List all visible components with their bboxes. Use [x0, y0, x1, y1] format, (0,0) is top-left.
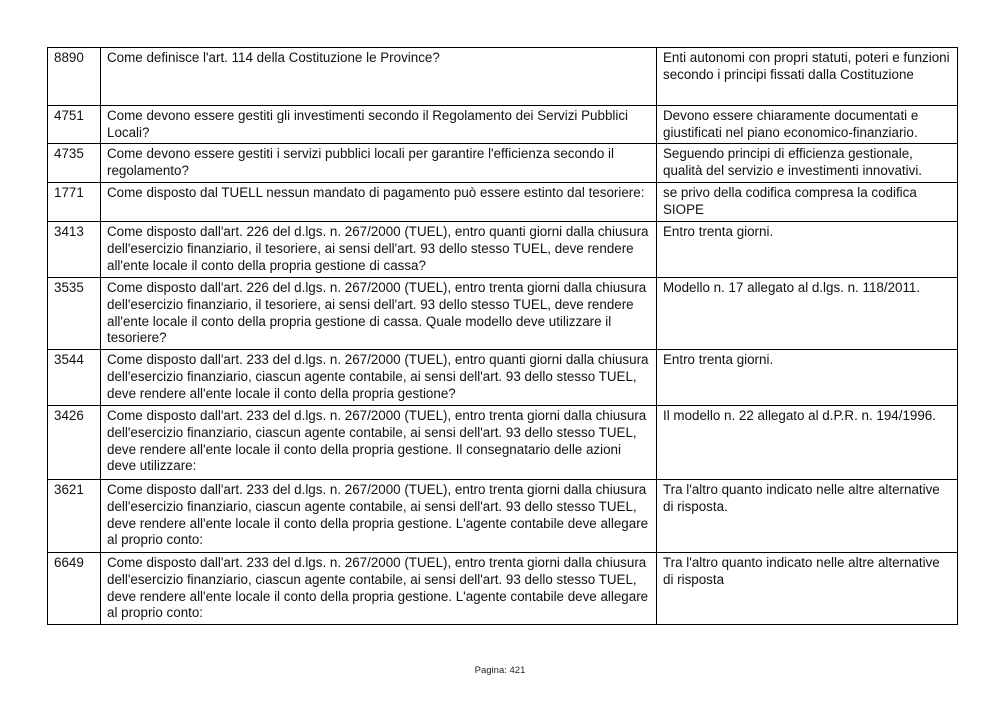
- question-text: Come definisce l'art. 114 della Costituzione le Province?: [101, 48, 657, 106]
- answer-text: Tra l'altro quanto indicato nelle altre alternative di risposta.: [657, 480, 958, 553]
- table-row: [48, 480, 958, 553]
- page-number: Pagina: 421: [474, 665, 526, 676]
- question-id: 8890: [48, 48, 101, 106]
- answer-text: Entro trenta giorni.: [657, 350, 958, 406]
- table-row: [48, 183, 958, 222]
- question-text: Come disposto dall'art. 233 del d.lgs. n. 267/2000 (TUEL), entro trenta giorni dalla chiusura dell'esercizio finanziario, ciascun agente contabile, ai sensi dell'art. 93 dello stesso TUEL, deve rendere all'ente locale il conto della propria gestione. Il consegnatario delle azioni deve utilizzare:: [101, 406, 657, 480]
- question-id: 3426: [48, 406, 101, 480]
- table-row: [48, 553, 958, 625]
- answer-text: Il modello n. 22 allegato al d.P.R. n. 194/1996.: [657, 406, 958, 480]
- question-table: [47, 47, 958, 625]
- question-text: Come devono essere gestiti i servizi pubblici locali per garantire l'efficienza secondo il regolamento?: [101, 144, 657, 183]
- table-row: [48, 48, 958, 106]
- table-row: [48, 144, 958, 183]
- question-text: Come disposto dall'art. 233 del d.lgs. n. 267/2000 (TUEL), entro trenta giorni dalla chiusura dell'esercizio finanziario, ciascun agente contabile, ai sensi dell'art. 93 dello stesso TUEL, deve rendere all'ente locale il conto della propria gestione. L'agente contabile deve allegare al proprio conto:: [101, 553, 657, 625]
- answer-text: Entro trenta giorni.: [657, 222, 958, 278]
- answer-text: Devono essere chiaramente documentati e giustificati nel piano economico-finanziario.: [657, 106, 958, 144]
- question-id: 3535: [48, 278, 101, 350]
- answer-text: Enti autonomi con propri statuti, poteri e funzioni secondo i principi fissati dalla Costituzione: [657, 48, 958, 106]
- question-text: Come devono essere gestiti gli investimenti secondo il Regolamento dei Servizi Pubblici Locali?: [101, 106, 657, 144]
- question-id: 6649: [48, 553, 101, 625]
- question-id: 3621: [48, 480, 101, 553]
- table-row: [48, 350, 958, 406]
- question-id: 3544: [48, 350, 101, 406]
- table-row: [48, 406, 958, 480]
- answer-text: Modello n. 17 allegato al d.lgs. n. 118/2011.: [657, 278, 958, 350]
- question-text: Come disposto dall'art. 233 del d.lgs. n. 267/2000 (TUEL), entro quanti giorni dalla chiusura dell'esercizio finanziario, ciascun agente contabile, ai sensi dell'art. 93 dello stesso TUEL, deve rendere all'ente locale il conto della propria gestione?: [101, 350, 657, 406]
- answer-text: Tra l'altro quanto indicato nelle altre alternative di risposta: [657, 553, 958, 625]
- question-id: 3413: [48, 222, 101, 278]
- answer-text: se privo della codifica compresa la codifica SIOPE: [657, 183, 958, 222]
- question-text: Come disposto dall'art. 226 del d.lgs. n. 267/2000 (TUEL), entro trenta giorni dalla chiusura dell'esercizio finanziario, il tesoriere, ai sensi dell'art. 93 dello stesso TUEL, deve rendere all'ente locale il conto della propria gestione di cassa. Quale modello deve utilizzare il tesoriere?: [101, 278, 657, 350]
- question-text: Come disposto dall'art. 226 del d.lgs. n. 267/2000 (TUEL), entro quanti giorni dalla chiusura dell'esercizio finanziario, il tesoriere, ai sensi dell'art. 93 dello stesso TUEL, deve rendere all'ente locale il conto della propria gestione di cassa?: [101, 222, 657, 278]
- question-id: 1771: [48, 183, 101, 222]
- answer-text: Seguendo principi di efficienza gestionale, qualità del servizio e investimenti innovativi.: [657, 144, 958, 183]
- question-text: Come disposto dal TUELL nessun mandato di pagamento può essere estinto dal tesoriere:: [101, 183, 657, 222]
- question-id: 4735: [48, 144, 101, 183]
- table-row: [48, 106, 958, 144]
- question-id: 4751: [48, 106, 101, 144]
- table-row: [48, 278, 958, 350]
- table-row: [48, 222, 958, 278]
- question-text: Come disposto dall'art. 233 del d.lgs. n. 267/2000 (TUEL), entro trenta giorni dalla chiusura dell'esercizio finanziario, ciascun agente contabile, ai sensi dell'art. 93 dello stesso TUEL, deve rendere all'ente locale il conto della propria gestione. L'agente contabile deve allegare al proprio conto:: [101, 480, 657, 553]
